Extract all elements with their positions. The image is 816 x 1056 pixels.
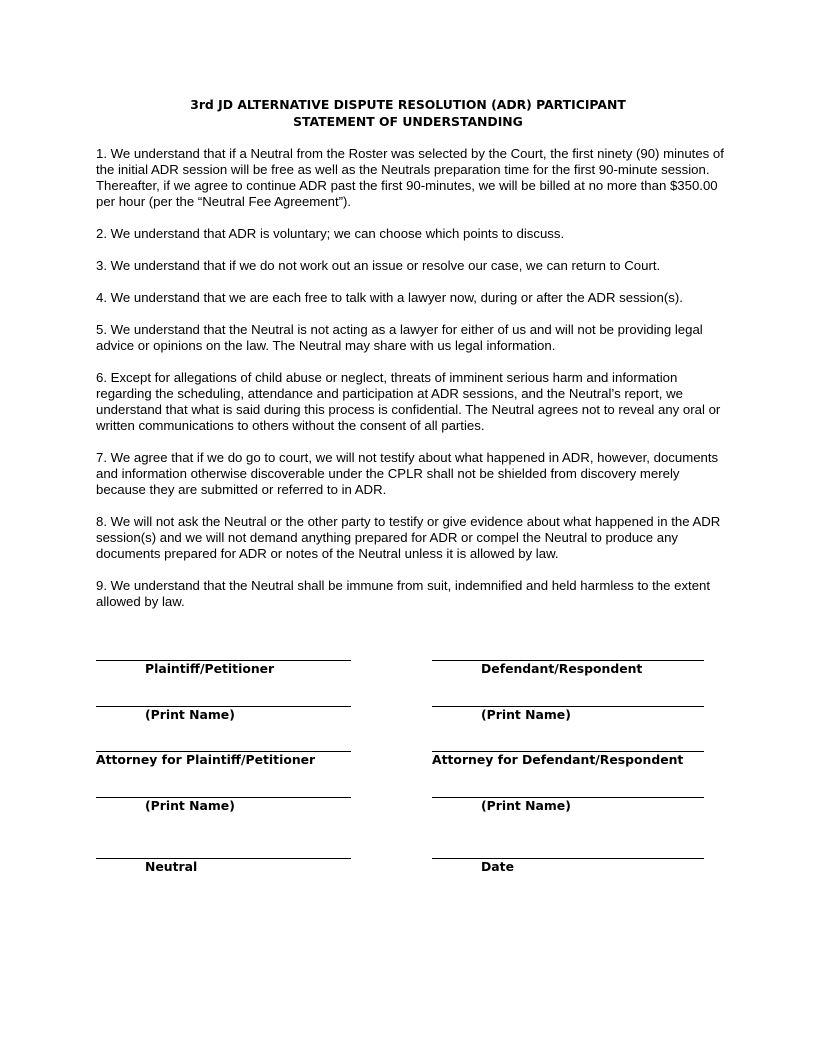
title-line-1: 3rd JD ALTERNATIVE DISPUTE RESOLUTION (ADR) PARTICIPANT bbox=[190, 97, 626, 112]
date-line[interactable] bbox=[432, 858, 704, 859]
paragraph-6: 6. Except for allegations of child abuse or neglect, threats of imminent serious harm and information regarding the scheduling, attendance and participation at ADR sessions, and the Neutral’s report, we understand that what is said during this process is confidential. The Neutral agrees not to reveal any oral or written communications to others without the consent of all parties. bbox=[96, 370, 721, 433]
attorney-defendant-label: Attorney for Defendant/Respondent bbox=[432, 752, 684, 767]
plaintiff-label: Plaintiff/Petitioner bbox=[145, 661, 275, 676]
attorney-plaintiff-print-name-label: (Print Name) bbox=[145, 798, 235, 813]
title-line-2: STATEMENT OF UNDERSTANDING bbox=[293, 114, 523, 129]
date-label: Date bbox=[481, 859, 514, 874]
plaintiff-print-name-label: (Print Name) bbox=[145, 707, 235, 722]
defendant-label: Defendant/Respondent bbox=[481, 661, 643, 676]
defendant-print-name-label: (Print Name) bbox=[481, 707, 571, 722]
paragraph-1: 1. We understand that if a Neutral from the Roster was selected by the Court, the first ninety (90) minutes of the initial ADR session will be free as well as the Neutrals preparation time for the first 90-minute session. Thereafter, if we agree to continue ADR past the first 90-minutes, we will be billed at no more than $350.00 per hour (per the “Neutral Fee Agreement”). bbox=[96, 146, 724, 209]
attorney-defendant-print-name-label: (Print Name) bbox=[481, 798, 571, 813]
paragraph-5: 5. We understand that the Neutral is not acting as a lawyer for either of us and will not be providing legal advice or opinions on the law. The Neutral may share with us legal information. bbox=[96, 322, 703, 353]
paragraph-3: 3. We understand that if we do not work out an issue or resolve our case, we can return to Court. bbox=[96, 258, 661, 273]
paragraph-7: 7. We agree that if we do go to court, we will not testify about what happened in ADR, however, documents and information otherwise discoverable under the CPLR shall not be shielded from discovery merely because they are submitted or referred to in ADR. bbox=[96, 450, 719, 497]
neutral-label: Neutral bbox=[145, 859, 198, 874]
paragraph-8: 8. We will not ask the Neutral or the other party to testify or give evidence about what happened in the ADR session(s) and we will not demand anything prepared for ADR or compel the Neutral to produce any documents prepared for ADR or notes of the Neutral unless it is allowed by law. bbox=[96, 514, 721, 561]
paragraph-2: 2. We understand that ADR is voluntary; we can choose which points to discuss. bbox=[96, 226, 565, 241]
attorney-plaintiff-label: Attorney for Plaintiff/Petitioner bbox=[96, 752, 316, 767]
neutral-signature-line[interactable] bbox=[96, 858, 351, 859]
paragraph-9: 9. We understand that the Neutral shall be immune from suit, indemnified and held harmless to the extent allowed by law. bbox=[96, 578, 711, 609]
paragraph-4: 4. We understand that we are each free to talk with a lawyer now, during or after the ADR session(s). bbox=[96, 290, 683, 305]
